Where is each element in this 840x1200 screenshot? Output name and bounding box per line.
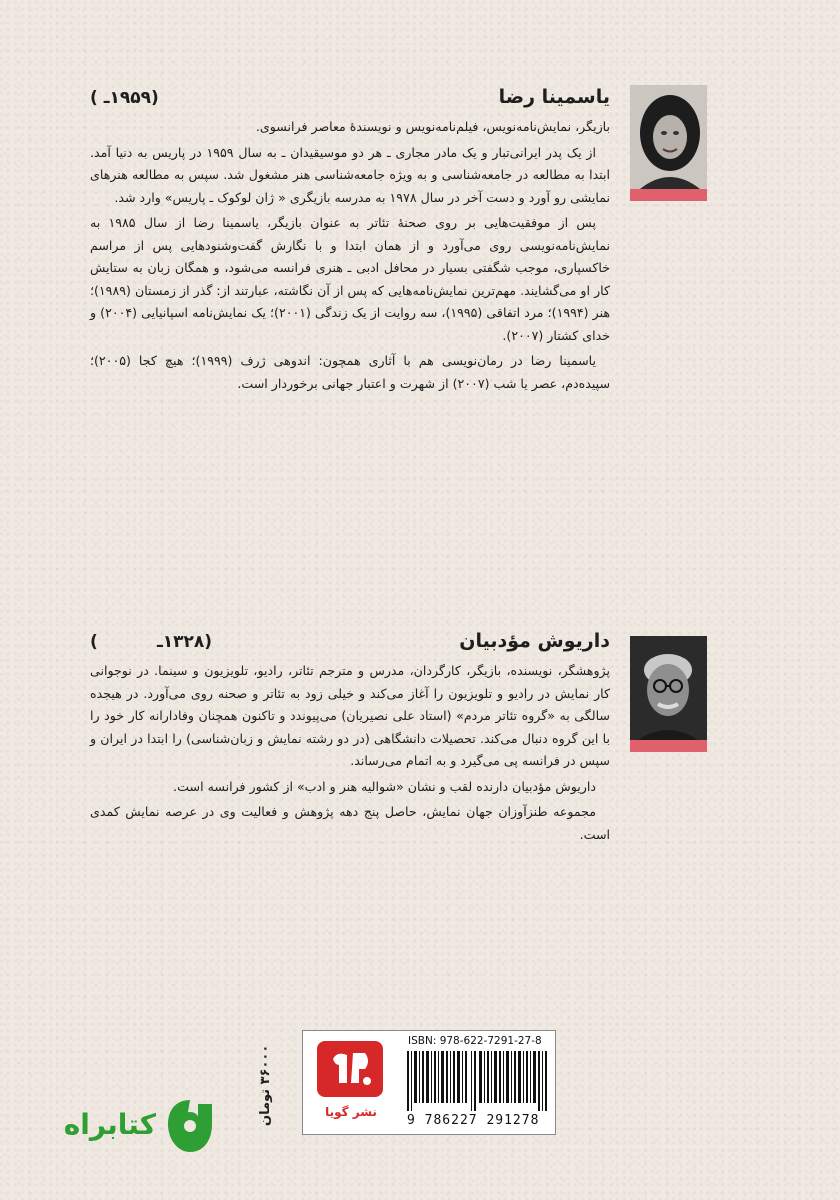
bio-paragraph: یاسمینا رضا در رمان‌نویسی هم با آثاری همچون: اندوهی ژرف (۱۹۹۹)؛ هیچ کجا (۲۰۰۵)؛ سپیده‌دم، عصر یا شب (۲۰۰۷) از شهرت و اعتبار جهانی برخوردار است.	[90, 353, 610, 391]
price-label: ۳۶۰۰۰ تومان	[258, 1044, 273, 1126]
publisher-name: نشر گویا	[325, 1105, 377, 1119]
author-photo-dariush-moaddabian	[630, 636, 707, 752]
author-name: داریوش مؤدبیان	[459, 630, 610, 652]
author-bio	[90, 116, 610, 395]
author-section-yasmina-reza	[90, 86, 610, 398]
author-photo-yasmina-reza	[630, 85, 707, 201]
ketabrah-logo-icon	[162, 1096, 218, 1156]
author-years: (۱۳۲۸ـ )	[90, 632, 213, 652]
portrait-photo	[630, 85, 707, 189]
photo-accent-bar	[630, 189, 707, 201]
photo-accent-bar	[630, 740, 707, 752]
author-header	[90, 630, 610, 652]
author-bio	[90, 660, 610, 846]
bio-paragraph: مجموعه طنزآوزان جهان نمایش، حاصل پنج دهه پژوهش و فعالیت وی در عرصه نمایش کمدی است.	[90, 804, 610, 842]
bio-paragraph: داریوش مؤدبیان دارنده لقب و نشان «شوالیه هنر و ادب» از کشور فرانسه است.	[173, 778, 596, 794]
author-years: (۱۹۵۹ـ )	[90, 88, 159, 108]
author-name: یاسمینا رضا	[498, 86, 610, 108]
isbn-text: ISBN: 978-622-7291-27-8	[408, 1035, 542, 1047]
brand-name: کتابراه	[63, 1108, 156, 1141]
bio-paragraph: از یک پدر ایرانی‌تبار و یک مادر مجاری ـ هر دو موسیقیدان ـ به سال ۱۹۵۹ در پاریس به دنیا آمد. ابتدا به مطالعه در جامعه‌شناسی و به ویژه جامعه‌شناسی هنر مشغول شد. سپس به مطالعه هنرهای نمایشی رو آورد و دست آخر در سال ۱۹۷۸ به مدرسه بازیگری « ژان لوکوک ـ پاریس» وارد شد.	[90, 144, 610, 205]
ean-number: 9 786227 291278	[407, 1113, 540, 1128]
portrait-photo	[630, 636, 707, 740]
bio-paragraph: بازیگر، نمایش‌نامه‌نویس، فیلم‌نامه‌نویس و نویسندهٔ معاصر فرانسوی.	[255, 119, 610, 134]
author-header	[90, 86, 610, 108]
publisher-logo-icon	[313, 1039, 387, 1099]
barcode-icon	[405, 1051, 551, 1111]
barcode-panel	[302, 1030, 556, 1135]
ketabrah-brand[interactable]	[38, 1096, 218, 1156]
bio-paragraph: پژوهشگر، نویسنده، بازیگر، کارگردان، مدرس و مترجم تئاتر، رادیو، تلویزیون و سینما. در نوجوانی کار نمایش در رادیو و تلویزیون را آغاز می‌کند و خیلی زود به تئاتر و صحنه روی می‌آورد. در هیجده سالگی به «گروه تئاتر مردم» (استاد علی نصیریان) می‌پیوندد و تاکنون همچنان وفادارانه کار خود را با این گروه دنبال می‌کند. تحصیلات دانشگاهی (در دو رشته نمایش و زبان‌شناسی) را ابتدا در ایران و سپس در فرانسه پی می‌گیرد و به اتمام می‌رساند.	[90, 663, 610, 768]
bio-paragraph: پس از موفقیت‌هایی بر روی صحنهٔ تئاتر به عنوان بازیگر، یاسمینا رضا از سال ۱۹۸۵ به نمایش‌نامه‌نویسی روی می‌آورد و از همان ابتدا و با نگارش گفت‌وشنودهایی پس از مراسم خاکسپاری، موجب شگفتی بسیار در محافل ادبی ـ هنری فرانسه می‌شود، و همگان زبان به ستایش کار او می‌گشایند. مهم‌ترین نمایش‌نامه‌هایی که پس از آن نگاشته، عبارتند از: گذر از زمستان (۱۹۸۹)؛ هنر (۱۹۹۴)؛ مرد اتفاقی (۱۹۹۵)، سه روایت از یک زندگی (۲۰۰۱)؛ یک نمایش‌نامه اسپانیایی (۲۰۰۴) و خدای کشتار (۲۰۰۷).	[90, 215, 611, 343]
author-section-dariush-moaddabian	[90, 630, 610, 849]
